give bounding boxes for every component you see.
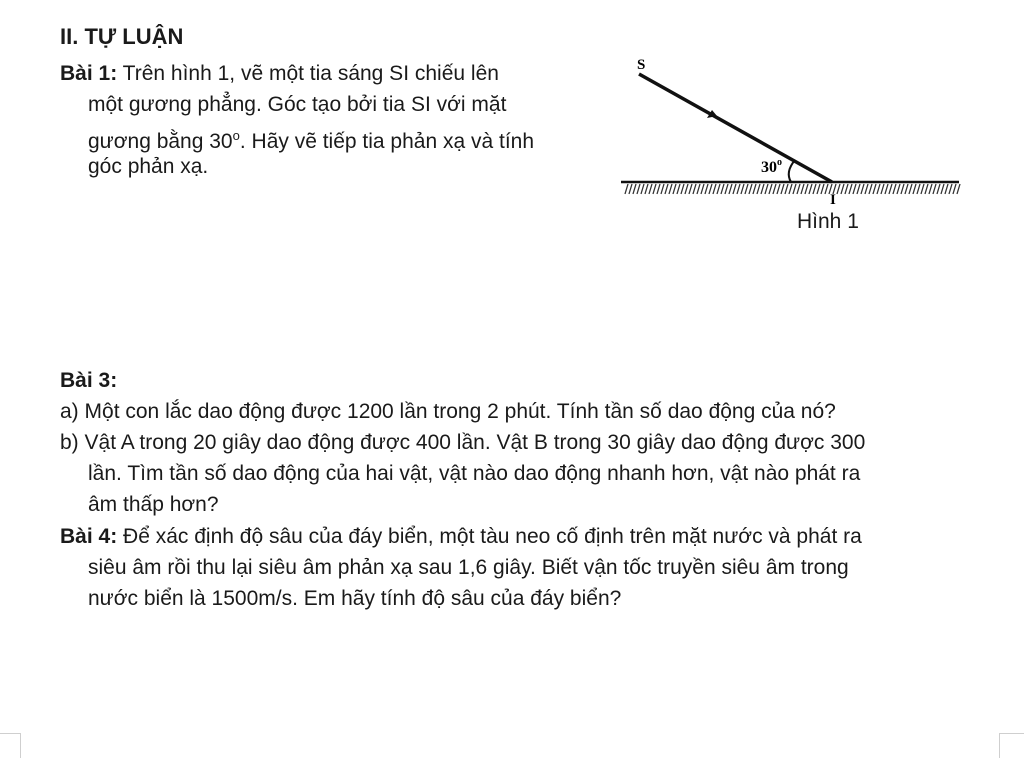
- bai4-text-line3: nước biển là 1500m/s. Em hãy tính độ sâu của đáy biển?: [88, 587, 622, 610]
- hatch-mark: [741, 184, 744, 194]
- hatch-mark: [717, 184, 720, 194]
- bai3-b-text-line1: Vật A trong 20 giây dao động được 400 lần. Vật B trong 30 giây dao động được 300: [84, 431, 866, 454]
- hatch-mark: [949, 184, 952, 194]
- bai1-text-line2: một gương phẳng. Góc tạo bởi tia SI với mặt: [88, 93, 507, 116]
- hatch-mark: [885, 184, 888, 194]
- hatch-mark: [669, 184, 672, 194]
- hatch-mark: [929, 184, 932, 194]
- bai3-b-text-line3: âm thấp hơn?: [88, 493, 219, 516]
- hatch-mark: [941, 184, 944, 194]
- hatch-mark: [625, 184, 628, 194]
- angle-label: [761, 157, 782, 176]
- hatch-mark: [677, 184, 680, 194]
- hatch-mark: [745, 184, 748, 194]
- page-corner-right: [999, 733, 1024, 758]
- hatch-mark: [857, 184, 860, 194]
- hatch-mark: [713, 184, 716, 194]
- hatch-mark: [637, 184, 640, 194]
- hatch-mark: [893, 184, 896, 194]
- hatch-mark: [761, 184, 764, 194]
- bai3-a-text: Một con lắc dao động được 1200 lần trong 2 phút. Tính tần số dao động của nó?: [84, 400, 836, 423]
- hatch-mark: [837, 184, 840, 194]
- hatch-mark: [797, 184, 800, 194]
- mirror-hatching: [625, 184, 960, 194]
- hatch-mark: [729, 184, 732, 194]
- hatch-mark: [957, 184, 960, 194]
- hatch-mark: [757, 184, 760, 194]
- hatch-mark: [649, 184, 652, 194]
- page-corner-left: [0, 733, 21, 758]
- hatch-mark: [633, 184, 636, 194]
- bai1-line1: [60, 58, 499, 89]
- hatch-mark: [701, 184, 704, 194]
- hatch-mark: [681, 184, 684, 194]
- hatch-mark: [925, 184, 928, 194]
- hatch-mark: [645, 184, 648, 194]
- hatch-mark: [781, 184, 784, 194]
- hatch-mark: [873, 184, 876, 194]
- hatch-mark: [785, 184, 788, 194]
- hatch-mark: [861, 184, 864, 194]
- hatch-mark: [661, 184, 664, 194]
- bai3-b-marker: b): [60, 431, 79, 454]
- mirror-figure: [615, 48, 975, 248]
- hatch-mark: [737, 184, 740, 194]
- hatch-mark: [809, 184, 812, 194]
- figure-label-s: S: [637, 57, 646, 73]
- hatch-mark: [769, 184, 772, 194]
- hatch-mark: [629, 184, 632, 194]
- hatch-mark: [733, 184, 736, 194]
- hatch-mark: [825, 184, 828, 194]
- bai3-label: Bài 3:: [60, 369, 118, 392]
- hatch-mark: [933, 184, 936, 194]
- hatch-mark: [753, 184, 756, 194]
- hatch-mark: [689, 184, 692, 194]
- hatch-mark: [725, 184, 728, 194]
- hatch-mark: [801, 184, 804, 194]
- figure-label-i: I: [830, 192, 836, 208]
- hatch-mark: [817, 184, 820, 194]
- hatch-mark: [849, 184, 852, 194]
- hatch-mark: [937, 184, 940, 194]
- bai1-text-line3-pre: gương bằng 30: [88, 130, 233, 153]
- hatch-mark: [657, 184, 660, 194]
- hatch-mark: [709, 184, 712, 194]
- hatch-mark: [889, 184, 892, 194]
- hatch-mark: [877, 184, 880, 194]
- hatch-mark: [777, 184, 780, 194]
- hatch-mark: [905, 184, 908, 194]
- bai4-line1: [60, 521, 862, 552]
- hatch-mark: [697, 184, 700, 194]
- bai4-text-line1: Để xác định độ sâu của đáy biển, một tàu neo cố định trên mặt nước và phát ra: [123, 525, 862, 548]
- hatch-mark: [845, 184, 848, 194]
- hatch-mark: [865, 184, 868, 194]
- bai1-text-line4: góc phản xạ.: [88, 155, 209, 178]
- hatch-mark: [853, 184, 856, 194]
- section-heading: II. TỰ LUẬN: [60, 24, 184, 49]
- hatch-mark: [693, 184, 696, 194]
- hatch-mark: [917, 184, 920, 194]
- bai4-label: Bài 4:: [60, 525, 118, 548]
- hatch-mark: [653, 184, 656, 194]
- hatch-mark: [721, 184, 724, 194]
- bai3-a-marker: a): [60, 400, 79, 423]
- bai1-text-line1: Trên hình 1, vẽ một tia sáng SI chiếu lên: [122, 62, 499, 85]
- hatch-mark: [897, 184, 900, 194]
- hatch-mark: [841, 184, 844, 194]
- hatch-mark: [821, 184, 824, 194]
- bai1-text-line3-post: . Hãy vẽ tiếp tia phản xạ và tính: [239, 130, 535, 153]
- hatch-mark: [749, 184, 752, 194]
- hatch-mark: [641, 184, 644, 194]
- bai1-label: Bài 1:: [60, 62, 118, 85]
- figure-caption: Hình 1: [797, 210, 859, 233]
- bai3-a-line: [60, 396, 836, 427]
- angle-arc: [789, 160, 795, 182]
- hatch-mark: [673, 184, 676, 194]
- hatch-mark: [953, 184, 956, 194]
- hatch-mark: [909, 184, 912, 194]
- hatch-mark: [901, 184, 904, 194]
- bai3-b-text-line2: lần. Tìm tần số dao động của hai vật, vật nào dao động nhanh hơn, vật nào phát ra: [88, 462, 861, 485]
- hatch-mark: [765, 184, 768, 194]
- hatch-mark: [665, 184, 668, 194]
- bai4-text-line2: siêu âm rồi thu lại siêu âm phản xạ sau 1,6 giây. Biết vận tốc truyền siêu âm trong: [88, 556, 849, 579]
- hatch-mark: [705, 184, 708, 194]
- hatch-mark: [773, 184, 776, 194]
- hatch-mark: [793, 184, 796, 194]
- hatch-mark: [881, 184, 884, 194]
- incident-ray: [639, 74, 832, 182]
- hatch-mark: [789, 184, 792, 194]
- hatch-mark: [945, 184, 948, 194]
- angle-value: 30: [761, 159, 777, 176]
- hatch-mark: [685, 184, 688, 194]
- hatch-mark: [869, 184, 872, 194]
- hatch-mark: [813, 184, 816, 194]
- hatch-mark: [805, 184, 808, 194]
- bai3-b-line1: [60, 427, 865, 458]
- hatch-mark: [913, 184, 916, 194]
- angle-degree: o: [777, 157, 782, 168]
- hatch-mark: [921, 184, 924, 194]
- bai1-degree: o: [232, 128, 240, 143]
